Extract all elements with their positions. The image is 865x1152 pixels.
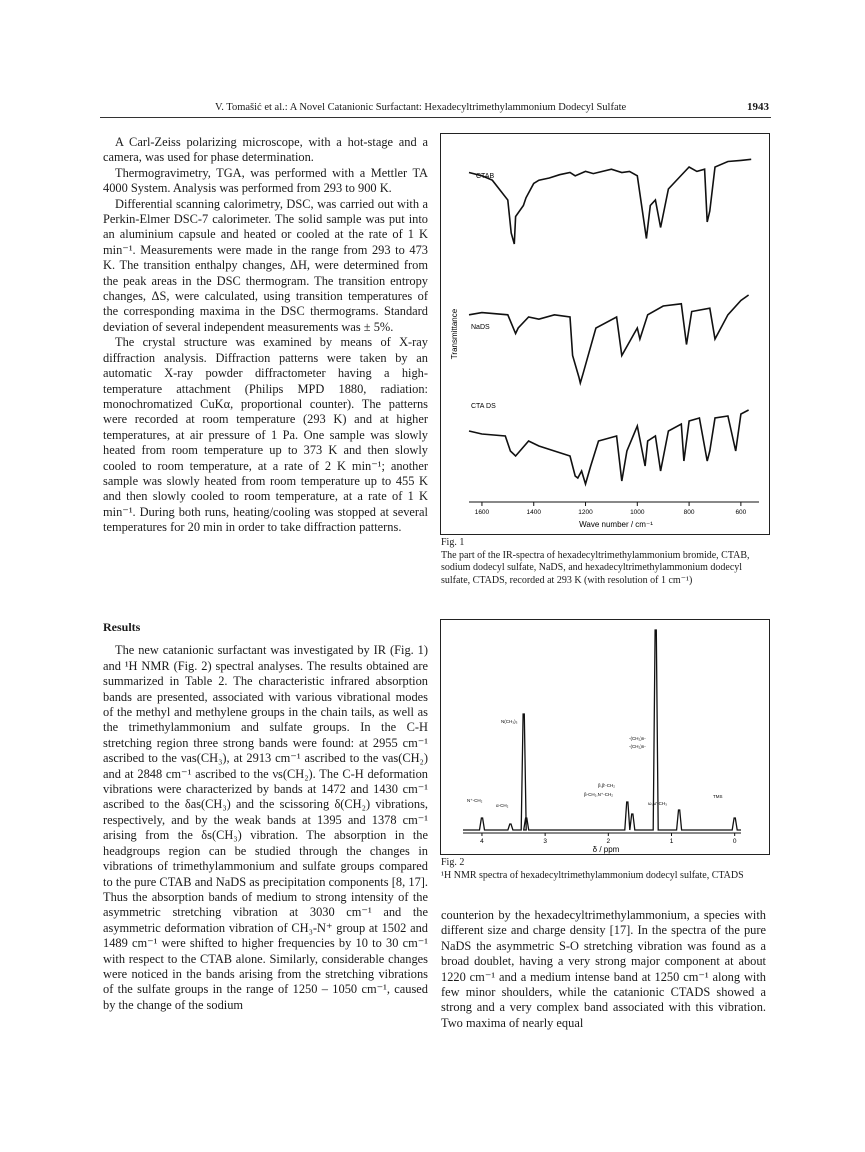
- paragraph: A Carl-Zeiss polarizing microscope, with a hot-stage and a camera, was used for phase determination.: [103, 135, 428, 165]
- peak-label: TMS: [713, 794, 723, 799]
- x-tick-label: 3: [543, 838, 547, 845]
- peak-label: -(CH₂)n-: [629, 744, 646, 749]
- section-heading: Results: [103, 620, 141, 634]
- ir-spectra-chart: [441, 134, 769, 534]
- caption-text: The part of the IR-spectra of hexadecyltrimethylammonium bromide, CTAB, sodium dodecyl sulfate, NaDS, and hexadecyltrimethylammonium dodecyl sulfate, CTADS, recorded at 293 K (with resolution of 1 cm⁻¹): [441, 549, 750, 586]
- x-tick-label: 1000: [630, 509, 645, 516]
- results-section: [103, 620, 428, 1013]
- x-tick-label: 800: [683, 509, 695, 516]
- trace-label: CTA DS: [471, 403, 496, 410]
- spectrum-line-0: [469, 159, 751, 244]
- peak-label: β,β'-CH₂: [598, 783, 616, 788]
- trace-label: CTAB: [476, 173, 495, 180]
- x-axis-label: δ / ppm: [592, 845, 620, 854]
- x-tick-label: 2: [606, 838, 611, 845]
- right-column: [441, 908, 766, 1031]
- peak-label: -(CH₂)n-: [629, 736, 646, 741]
- y-axis-label: Transmittance: [450, 308, 459, 360]
- figure-1-frame: [440, 133, 770, 535]
- running-header: [100, 101, 771, 118]
- x-tick-label: 1400: [526, 509, 541, 516]
- paragraph: Differential scanning calorimetry, DSC, was carried out with a Perkin-Elmer DSC-7 calorimeter. The solid sample was put into an aluminium capsule and heated or cooled at the rate of 1 K min⁻¹. Measurements were made in the range from 293 to 473 K. The transition enthalpy changes, ΔH, were determined from the peak areas in the DSC thermogram. The transition entropy changes, ΔS, were calculated, using transition temperatures of the corresponding maxima in the DSC thermograms. Standard deviation of several independent measurements was ± 5%.: [103, 196, 428, 334]
- x-axis-label: Wave number / cm⁻¹: [579, 520, 653, 529]
- paragraph: The crystal structure was examined by means of X-ray diffraction analysis. Diffraction patterns were taken by an automatic X-ray powder diffractometer having a high-temperature attachment (Philips MPD 1880, radiation: monochromatized CuKα, proportional counter). The patterns were recorded at room temperature (293 K) and at higher temperatures, at air pressure of 1 Pa. One sample was slowly heated from room temperature up to 373 K and then slowly cooled to room temperature, at a rate of 2 K min⁻¹; another sample was slowly heated from room temperature up to 455 K and then slowly cooled to room temperature, at a rate of 1 K min⁻¹. During both runs, heating/cooling was stopped at several temperatures for 20 min in order to take diffraction patterns.: [103, 335, 428, 535]
- peak-label: α-CH₂: [496, 803, 509, 808]
- spectrum-line-1: [469, 295, 749, 383]
- page-number: 1943: [747, 101, 769, 113]
- x-tick-label: 1600: [474, 509, 490, 516]
- peak-label: N(CH₃)₃: [501, 719, 518, 724]
- figure-label: Fig. 2: [441, 857, 465, 868]
- nmr-spectrum-line: [463, 630, 741, 830]
- trace-label: NaDS: [471, 324, 490, 331]
- figure-label: Fig. 1: [441, 537, 465, 548]
- figure-2-frame: [440, 619, 770, 855]
- caption-text: ¹H NMR spectra of hexadecyltrimethylammonium dodecyl sulfate, CTADS: [441, 869, 744, 881]
- peak-label: ω,ω'-CH₃: [648, 801, 667, 806]
- figure-2-caption: [441, 857, 769, 882]
- x-tick-label: 4: [480, 838, 484, 845]
- peak-label: N⁺-CH₂: [467, 798, 483, 803]
- x-tick-label: 1: [669, 838, 674, 845]
- left-column: [103, 135, 428, 536]
- x-tick-label: 600: [735, 509, 747, 516]
- running-title: V. Tomašić et al.: A Novel Catanionic Surfactant: Hexadecyltrimethylammonium Dodecyl Sulfate: [215, 102, 627, 113]
- figure-1-caption: [441, 537, 769, 587]
- x-tick-label: 1200: [578, 509, 593, 516]
- spectrum-line-2: [469, 410, 749, 484]
- nmr-spectrum-chart: [441, 620, 769, 854]
- paragraph: The new catanionic surfactant was investigated by IR (Fig. 1) and ¹H NMR (Fig. 2) spectral analyses. The results obtained are summarized in Table 2. The characteristic infrared absorption bands are presented, associated with various vibrational modes of the methyl and methylene groups in the chain tails, as well as the trimethylammonium and sulfate groups. In the C-H stretching region three strong bands were found: at 2955 cm⁻¹ ascribed to the νas(CH₃), at 2913 cm⁻¹ ascribed to the νas(CH₂) and at 2848 cm⁻¹ ascribed to the νs(CH₂). The C-H deformation vibrations were characterized by bands at 1472 and 1430 cm⁻¹ ascribed to the δas(CH₃) and the scissoring δ(CH₂) vibrations, respectively, and by the weak bands at 1395 and 1378 cm⁻¹ arising from the δs(CH₃) vibration. The absorption in the headgroups region can be studied through the changes in vibrations of trimethylammonium and sulfate groups compared to the pure CTAB and NaDS as precipitation components [8, 17]. Thus the absorption bands of medium to strong intensity of the asymmetric stretching vibration at 3030 cm⁻¹ and the asymmetric deformation vibration of CH₃-N⁺ group at 1502 and 1489 cm⁻¹ were shifted to higher frequencies by 10 to 30 cm⁻¹ with respect to the CTAB alone. Similarly, considerable changes were noticed in the bands arising from the stretching vibrations of the sulfate groups in the range of 1250 – 1050 cm⁻¹, caused by the change of the sodium: [103, 643, 428, 1012]
- peak-label: β-CH₂,N⁺-CH₂: [584, 792, 613, 797]
- paragraph: counterion by the hexadecyltrimethylammonium, a species with different size and charge density [17]. In the spectra of the pure NaDS the asymmetric S-O stretching vibration was found as a broad doublet, having a very strong major component at about 1220 cm⁻¹ and a medium intense band at 1250 cm⁻¹ along with few minor shoulders, while the catanionic CTADS showed a strong and a very complex band associated with this vibration. Two maxima of nearly equal: [441, 908, 766, 1030]
- x-tick-label: 0: [732, 838, 737, 845]
- paragraph: Thermogravimetry, TGA, was performed with a Mettler TA 4000 System. Analysis was performed from 293 to 900 K.: [103, 165, 428, 196]
